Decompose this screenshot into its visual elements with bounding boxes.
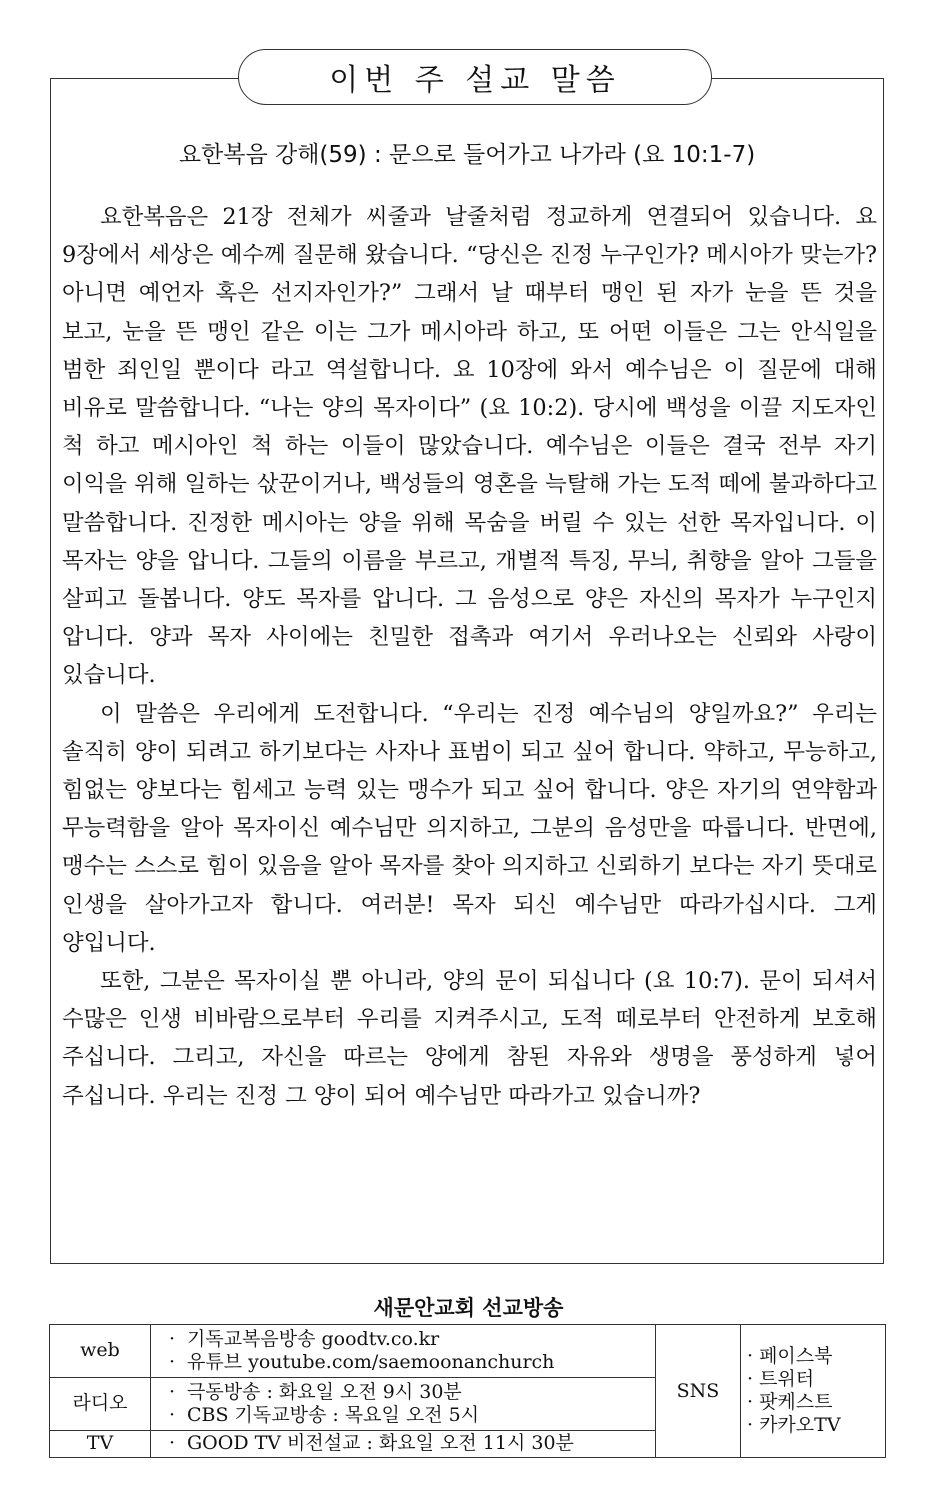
bullet-icon: · [168, 1380, 176, 1403]
sermon-paragraph: 이 말씀은 우리에게 도전합니다. “우리는 진정 예수님의 양일까요?” 우리는 솔직히 양이 되려고 하기보다는 사자나 표범이 되고 싶어 합니다. 약하고, 무능하고, 힘없는 양보다는 힘세고 능력 있는 맹수가 되고 싶어 합니다. 양은 자기의 연약함과 무능력함을 알아 목자이신 예수님만 의지하고, 그분의 음성만을 따릅니다. 반면에, 맹수는 스스로 힘이 있음을 알아 목자를 찾아 의지하고 신뢰하기 보다는 자기 뜻대로 인생을 살아가고자 합니다. 여러분! 목자 되신 예수님만 따라가십시다. 그게 양입니다. [62, 700, 877, 956]
tv-items [151, 1430, 656, 1457]
category-radio: 라디오 [50, 1377, 151, 1430]
sns-item-twitter: · 트위터 [747, 1368, 815, 1390]
sermon-subtitle: 요한복음 강해(59) : 문으로 들어가고 나가라 (요 10:1-7) [178, 142, 756, 168]
section-title: 이번 주 설교 말씀 [238, 49, 712, 105]
list-item: 유튜브 youtube.com/saemoonanchurch [187, 1350, 555, 1373]
list-item: 극동방송 : 화요일 오전 9시 30분 [187, 1380, 462, 1403]
sermon-paragraph: 또한, 그분은 목자이실 뿐 아니라, 양의 문이 되십니다 (요 10:7). 문이 되셔서 수많은 인생 비바람으로부터 우리를 지켜주시고, 도적 떼로부터 안전하게 보호해 주십니다. 그리고, 자신을 따르는 양에게 참된 자유와 생명을 풍성하게 넣어 주십니다. 우리는 진정 그 양이 되어 예수님만 따라가고 있습니까? [62, 968, 877, 1109]
sns-item-facebook: · 페이스북 [747, 1345, 833, 1367]
sermon-paragraph: 요한복음은 21장 전체가 씨줄과 날줄처럼 정교하게 연결되어 있습니다. 요 9장에서 세상은 예수께 질문해 왔습니다. “당신은 진정 누구인가? 메시아가 맞는가? 아니면 예언자 혹은 선지자인가?” 그래서 날 때부터 맹인 된 자가 눈을 뜬 것을 보고, 눈을 뜬 맹인 같은 이는 그가 메시아라 하고, 또 어떤 이들은 그는 안식일을 범한 죄인일 뿐이다 라고 역설합니다. 요 10장에 와서 예수님은 이 질문에 대해 비유로 말씀합니다. “나는 양의 목자이다” (요 10:2). 당시에 백성을 이끌 지도자인 척 하고 메시아인 척 하는 이들이 많았습니다. 예수님은 이들은 결국 전부 자기 이익을 위해 일하는 삯꾼이거나, 백성들의 영혼을 늑탈해 가는 도적 떼에 불과하다고 말씀합니다. 진정한 메시아는 양을 위해 목숨을 버릴 수 있는 선한 목자입니다. 이 목자는 양을 압니다. 그들의 이름을 부르고, 개별적 특징, 무늬, 취향을 알아 그들을 살피고 돌봅니다. 양도 목자를 압니다. 그 음성으로 양은 자신의 목자가 누구인지 압니다. 양과 목자 사이에는 친밀한 접촉과 여기서 우러나오는 신뢰와 사랑이 있습니다. [62, 204, 877, 689]
broadcast-table [49, 1324, 886, 1458]
bullet-icon: · [168, 1350, 176, 1373]
broadcast-title: 새문안교회 선교방송 [373, 1296, 564, 1320]
radio-items [151, 1377, 656, 1430]
list-item: CBS 기독교방송 : 목요일 오전 5시 [187, 1403, 480, 1426]
bullet-icon: · [168, 1327, 176, 1350]
sns-list [741, 1325, 886, 1458]
bullet-icon: · [168, 1403, 176, 1426]
category-web: web [50, 1325, 151, 1378]
list-item: 기독교복음방송 goodtv.co.kr [187, 1327, 440, 1350]
bullet-icon: · [168, 1432, 176, 1455]
sns-item-kakaotv: · 카카오TV [747, 1414, 841, 1436]
sermon-body [62, 198, 877, 1115]
list-item: GOOD TV 비전설교 : 화요일 오전 11시 30분 [187, 1432, 574, 1455]
web-items [151, 1325, 656, 1378]
sns-item-podcast: · 팟케스트 [747, 1391, 833, 1413]
table-row [50, 1325, 886, 1378]
sns-label: SNS [656, 1325, 741, 1458]
category-tv: TV [50, 1430, 151, 1457]
